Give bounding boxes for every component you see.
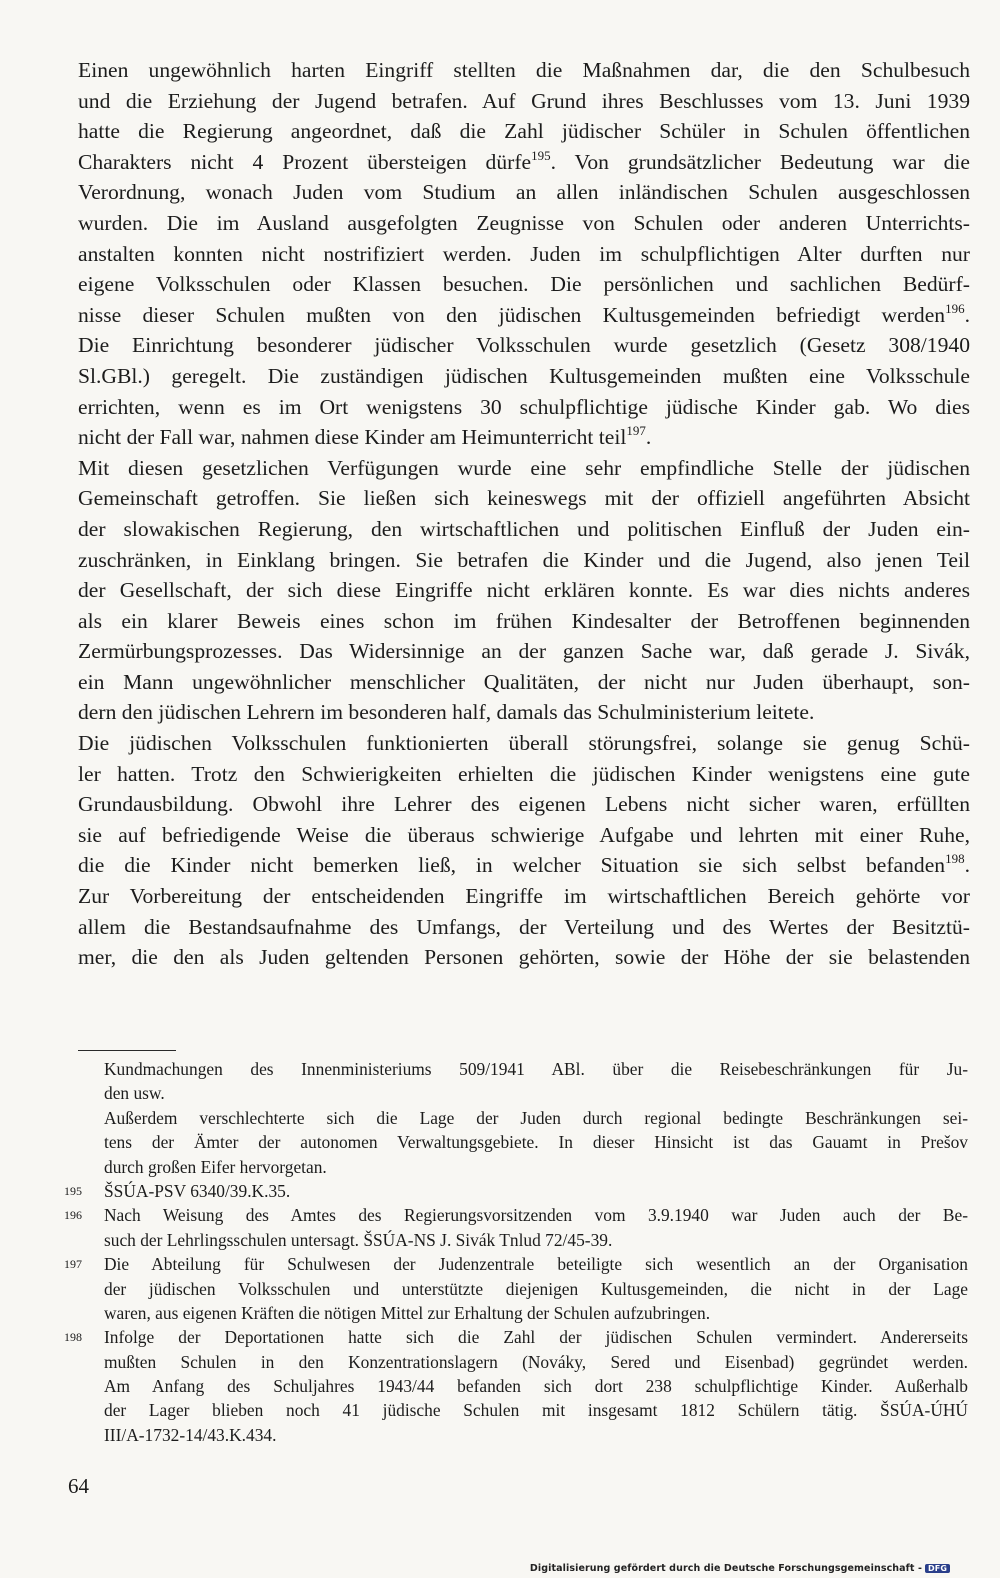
text-line [78,912,970,943]
footnote-text: Außerdem verschlechterte sich die Lage der Juden durch regional bedingte Beschränkungen sei- [104,1107,968,1128]
text-line [78,147,970,178]
footnote-text: Nach Weisung des Amtes des Regierungsvorsitzenden vom 3.9.1940 war Juden auch der Be- [104,1205,968,1226]
footnote-line [104,1179,968,1203]
line-text: Gemeinschaft getroffen. Sie ließen sich keineswegs mit der offiziell angeführten Absicht [78,486,970,511]
text-line [78,545,970,576]
footnote-ref[interactable]: 196 [945,300,965,316]
footnote-line [104,1203,968,1227]
line-text: Zermürbungsprozesses. Das Widersinnige an der ganzen Sache war, daß gerade J. Sivák, [78,639,970,664]
line-text: wurden. Die im Ausland ausgefolgten Zeugnisse von Schulen oder anderen Unterrichts- [78,210,970,235]
line-text: Sl.GBl.) geregelt. Die zuständigen jüdischen Kultusgemeinden mußten eine Volksschule [78,363,970,388]
footnote-line [104,1350,968,1374]
text-line [78,789,970,820]
footnote-line [104,1252,968,1276]
dfg-logo: DFG [925,1564,950,1573]
line-text: nisse dieser Schulen mußten von den jüdischen Kultusgemeinden befriedigt werden [78,302,946,327]
line-text-cont: . [645,425,652,450]
text-line [78,269,970,300]
text-line [78,667,970,698]
footnote-line [104,1081,968,1105]
line-text: als ein klarer Beweis eines schon im frühen Kindesalter der Betroffenen beginnenden [78,608,970,633]
line-text: Grundausbildung. Obwohl ihre Lehrer des eigenen Lebens nicht sicher waren, erfüllten [78,792,970,817]
footnotes [104,1057,968,1447]
page-number: 64 [68,1474,89,1498]
text-line [78,422,970,453]
line-text: ler hatten. Trotz den Schwierigkeiten erhielten die jüdischen Kinder wenigstens eine gute [78,761,970,786]
text-line [78,728,970,759]
footnote-text: waren, aus eigenen Kräften die nötigen Mittel zur Erhaltung der Schulen aufzubringen. [104,1302,711,1323]
footnote-text: den usw. [104,1083,165,1104]
line-text: die die Kinder nicht bemerken ließ, in welcher Situation sie sich selbst befanden [78,853,946,878]
footnote-line [104,1130,968,1154]
text-line [78,881,970,912]
footnote-line [104,1374,968,1398]
footnote-text: Infolge der Deportationen hatte sich die Zahl der jüdischen Schulen vermindert. Andererseits [104,1327,968,1348]
text-line [78,942,970,973]
footnote-text: III/A-1732-14/43.K.434. [104,1424,277,1445]
footnote-line [104,1155,968,1179]
text-line [78,116,970,147]
line-text: Charakters nicht 4 Prozent übersteigen dürfe [78,149,532,174]
text-line [78,177,970,208]
line-text: Verordnung, wonach Juden vom Studium an allen inländischen Schulen ausgeschlossen [78,180,970,205]
footnote-text: Kundmachungen des Innenministeriums 509/1941 ABl. über die Reisebeschränkungen für Ju- [104,1059,968,1079]
text-line [78,208,970,239]
body-text [78,55,970,973]
line-text: Zur Vorbereitung der entscheidenden Eingriffe im wirtschaftlichen Bereich gehörte vor [78,884,970,909]
line-text: allem die Bestandsaufnahme des Umfangs, der Verteilung und des Wertes der Besitztü- [78,914,970,939]
footnote-line [104,1106,968,1130]
footnote-text: mußten Schulen in den Konzentrationslagern (Nováky, Sered und Eisenbad) gegründet werden. [104,1351,968,1372]
text-line [78,697,970,728]
footnote-ref[interactable]: 195 [531,147,551,163]
line-text: Einen ungewöhnlich harten Eingriff stellten die Maßnahmen dar, die den Schulbesuch [78,58,970,82]
line-text: hatte die Regierung angeordnet, daß die Zahl jüdischer Schüler in Schulen öffentlichen [78,119,970,144]
text-line [78,514,970,545]
line-text: Die jüdischen Volksschulen funktionierten überall störungsfrei, solange sie genug Schü- [78,731,970,756]
text-line [78,453,970,484]
footnote-line [104,1325,968,1349]
footnote-number: 198 [64,1330,82,1345]
line-text: und die Erziehung der Jugend betrafen. Auf Grund ihres Beschlusses vom 13. Juni 1939 [78,88,970,113]
line-text: anstalten konnten nicht nostrifiziert werden. Juden im schulpflichtigen Alter durften nur [78,241,970,266]
text-line [78,483,970,514]
text-line [78,300,970,331]
footnote-number: 197 [64,1257,82,1272]
text-line [78,820,970,851]
text-line [78,239,970,270]
text-line [78,759,970,790]
footnote-line [104,1057,968,1081]
credit-text: Digitalisierung gefördert durch die Deutsche Forschungsgemeinschaft - [529,1563,923,1574]
text-line [78,392,970,423]
footnote-ref[interactable]: 197 [626,423,646,439]
text-line [78,575,970,606]
line-text-cont: . [964,853,970,878]
digitization-credit [530,1563,950,1574]
text-line [78,361,970,392]
text-line [78,55,970,86]
line-text-cont: . [964,302,970,327]
line-text: nicht der Fall war, nahmen diese Kinder am Heimunterricht teil [78,425,627,450]
footnote-line [104,1228,968,1252]
text-line [78,330,970,361]
footnote-text: Am Anfang des Schuljahres 1943/44 befanden sich dort 238 schulpflichtige Kinder. Außerhalb [104,1376,968,1397]
line-text: sie auf befriedigende Weise die überaus schwierige Aufgabe und lehrten mit einer Ruhe, [78,822,970,847]
footnote-text: ŠSÚA-PSV 6340/39.K.35. [104,1180,291,1201]
text-line [78,86,970,117]
line-text: zuschränken, in Einklang bringen. Sie betrafen die Kinder und die Jugend, also jenen Teil [78,547,970,572]
text-line [78,606,970,637]
line-text: dern den jüdischen Lehrern im besonderen half, damals das Schulministerium leitete. [78,700,815,725]
text-line [78,636,970,667]
footnote-line [104,1423,968,1447]
footnote-text: durch großen Eifer hervorgetan. [104,1156,327,1177]
footnote-text: such der Lehrlingsschulen untersagt. ŠSÚA-NS J. Sivák Tnlud 72/45-39. [104,1229,613,1250]
line-text: Die Einrichtung besonderer jüdischer Volksschulen wurde gesetzlich (Gesetz 308/1940 [78,333,970,358]
footnote-number: 195 [64,1184,82,1198]
line-text: der Gesellschaft, der sich diese Eingriffe nicht erklären konnte. Es war dies nichts anderes [78,578,970,603]
footnote-ref[interactable]: 198 [945,851,965,867]
footnote-rule [78,1050,176,1051]
footnote-number: 196 [64,1208,82,1223]
line-text: errichten, wenn es im Ort wenigstens 30 schulpflichtige jüdische Kinder gab. Wo dies [78,394,970,419]
footnote-line [104,1277,968,1301]
footnote-line [104,1301,968,1325]
line-text-cont: . Von grundsätzlicher Bedeutung war die [550,149,970,174]
text-line [78,850,970,881]
footnote-text: tens der Ämter der autonomen Verwaltungsgebiete. In dieser Hinsicht ist das Gauamt in Prešov [104,1132,968,1153]
footnote-text: Die Abteilung für Schulwesen der Judenzentrale beteiligte sich wesentlich an der Organisation [104,1254,968,1275]
line-text: eigene Volksschulen oder Klassen besuchen. Die persönlichen und sachlichen Bedürf- [78,272,970,297]
line-text: ein Mann ungewöhnlicher menschlicher Qualitäten, der nicht nur Juden überhaupt, son- [78,669,970,694]
footnote-text: der Lager blieben noch 41 jüdische Schulen mit insgesamt 1812 Schülern tätig. ŠSÚA-ÚHÚ [104,1400,968,1421]
line-text: der slowakischen Regierung, den wirtschaftlichen und politischen Einfluß der Juden ein- [78,516,970,541]
line-text: Mit diesen gesetzlichen Verfügungen wurde eine sehr empfindliche Stelle der jüdischen [78,455,970,480]
footnote-line [104,1398,968,1422]
footnote-text: der jüdischen Volksschulen und unterstützte diejenigen Kultusgemeinden, die nicht in der Lage [104,1278,968,1299]
line-text: mer, die den als Juden geltenden Personen gehörten, sowie der Höhe der sie belastenden [78,945,970,970]
